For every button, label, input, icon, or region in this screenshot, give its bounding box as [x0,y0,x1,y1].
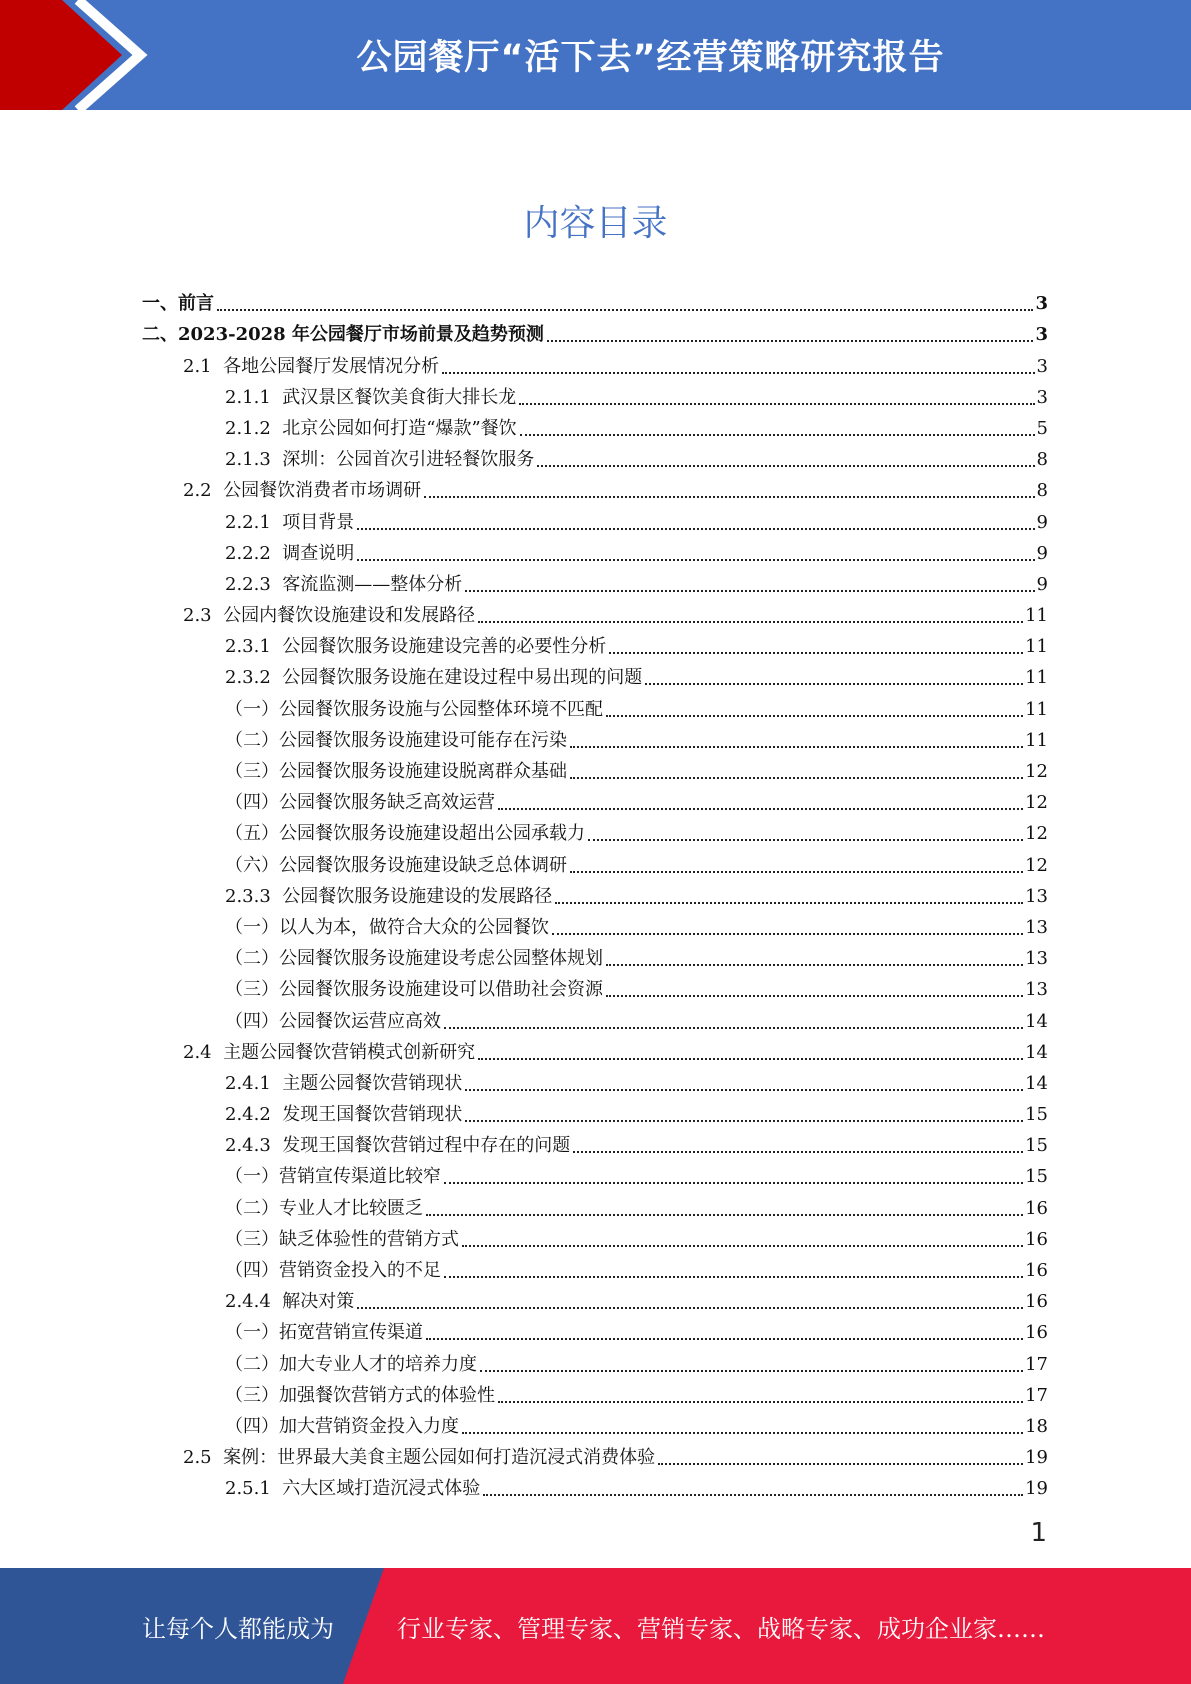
toc-entry-title: 武汉景区餐饮美食街大排长龙 [282,386,517,408]
toc-entry[interactable] [142,1252,1048,1283]
toc-entry-title: 公园餐饮服务设施建设考虑公园整体规划 [279,948,603,970]
toc-entry-page: 14 [1025,1072,1048,1094]
toc-dot-leader [537,465,1034,467]
toc-entry-title: 营销宣传渠道比较窄 [279,1166,441,1188]
toc-entry-number: （二） [225,948,279,970]
toc-heading: 内容目录 [523,203,668,244]
toc-dot-leader [444,1027,1023,1029]
toc-entry-number: （五） [225,823,279,845]
toc-dot-leader [426,1214,1023,1216]
toc-entry[interactable] [142,1127,1048,1158]
toc-entry-number: 2.4.3 [225,1135,283,1157]
toc-entry-page: 19 [1025,1447,1048,1469]
toc-entry[interactable] [142,1065,1048,1096]
toc-entry-page: 16 [1025,1260,1048,1281]
toc-dot-leader [444,1276,1023,1278]
toc-entry[interactable] [142,316,1048,347]
toc-entry-number: 2.2 [183,480,224,502]
toc-entry[interactable] [142,1314,1048,1345]
toc-entry-number: （一） [225,1322,279,1344]
toc-entry-number: （四） [225,1260,279,1281]
toc-entry-title: 主题公园餐饮营销现状 [282,1072,463,1094]
toc-entry-page: 11 [1025,636,1048,658]
toc-dot-leader [570,777,1023,779]
toc-entry-title: 各地公园餐厅发展情况分析 [223,355,440,377]
toc-entry-page: 5 [1036,417,1048,439]
toc-entry[interactable] [142,940,1048,971]
toc-entry-number: 2.2.3 [225,573,283,595]
toc-entry-number: 2.3 [183,605,224,627]
toc-entry[interactable] [142,690,1048,721]
toc-entry-page: 13 [1025,979,1048,1001]
toc-entry-title: 案例：世界最大美食主题公园如何打造沉浸式消费体验 [223,1447,656,1469]
toc-dot-leader [609,652,1023,654]
toc-dot-leader [645,683,1023,685]
toc-dot-leader [478,1058,1023,1060]
toc-entry-page: 3 [1035,293,1048,315]
toc-entry-page: 8 [1036,480,1048,502]
toc-entry-number: 2.1.1 [225,386,283,408]
toc-entry-number: 2.5 [183,1447,224,1469]
toc-entry-title: 专业人才比较匮乏 [279,1197,423,1219]
toc-entry-title: 发现王国餐饮营销过程中存在的问题 [282,1135,571,1157]
toc-entry-page: 14 [1025,1010,1048,1032]
toc-entry[interactable] [142,597,1048,628]
toc-entry-title: 公园餐饮服务设施建设的发展路径 [282,885,553,907]
toc-entry-number: 2.4.4 [225,1291,283,1313]
toc-entry-number: 2.5.1 [225,1478,283,1500]
toc-entry-page: 9 [1036,542,1048,564]
toc-entry-title: 公园餐饮服务设施在建设过程中易出现的问题 [282,667,643,689]
toc-entry[interactable] [142,1345,1048,1376]
toc-entry-number: 2.4 [183,1041,224,1063]
toc-dot-leader [547,340,1034,342]
toc-entry[interactable] [142,566,1048,597]
toc-entry[interactable] [142,722,1048,753]
toc-entry-page: 12 [1025,854,1048,876]
toc-entry-number: （一） [225,698,279,720]
toc-entry-title: 加大营销资金投入力度 [279,1415,459,1437]
header-arrow-decoration [0,0,160,110]
toc-dot-leader [552,933,1023,935]
toc-entry-title: 公园餐饮服务设施建设缺乏总体调研 [279,854,567,876]
toc-entry-title: 公园餐饮消费者市场调研 [223,480,422,502]
toc-entry-page: 14 [1025,1041,1048,1063]
toc-entry-title: 前言 [178,293,214,315]
toc-entry[interactable] [142,1408,1048,1439]
toc-entry[interactable] [142,347,1048,378]
toc-entry[interactable] [142,628,1048,659]
toc-entry-number: 一、 [142,293,178,315]
toc-dot-leader [462,1432,1023,1434]
toc-dot-leader [555,902,1023,904]
toc-entry-page: 19 [1025,1478,1048,1500]
toc-dot-leader [357,528,1034,530]
toc-dot-leader [426,1338,1023,1340]
toc-entry-title: 拓宽营销宣传渠道 [279,1322,423,1344]
toc-entry-number: （四） [225,792,279,814]
toc-entry-title: 主题公园餐饮营销模式创新研究 [223,1041,476,1063]
toc-entry[interactable] [142,441,1048,472]
toc-dot-leader [424,496,1034,498]
toc-dot-leader [570,871,1023,873]
toc-entry-number: （三） [225,761,279,782]
toc-entry[interactable] [142,1470,1048,1501]
toc-entry-title: 公园餐饮服务设施建设完善的必要性分析 [282,636,607,658]
toc-entry[interactable] [142,285,1048,316]
toc-entry-title: 六大区域打造沉浸式体验 [282,1478,481,1500]
toc-entry-title: 深圳：公园首次引进轻餐饮服务 [282,449,535,471]
toc-entry-number: （一） [225,1166,279,1188]
toc-entry-page: 3 [1036,386,1048,408]
toc-entry-page: 11 [1025,667,1048,689]
toc-dot-leader [465,1120,1023,1122]
toc-dot-leader [658,1463,1023,1465]
toc-entry-title: 客流监测——整体分析 [282,573,463,595]
toc-entry-title: 解决对策 [282,1291,355,1313]
toc-entry-title: 发现王国餐饮营销现状 [282,1104,463,1126]
toc-entry-page: 11 [1025,729,1048,751]
toc-dot-leader [606,995,1023,997]
toc-entry-number: 2.3.1 [225,636,283,658]
footer-slogan-left: 让每个人都能成为 [142,1614,334,1643]
toc-entry-title: 北京公园如何打造“爆款”餐饮 [282,417,517,439]
toc-entry[interactable] [142,659,1048,690]
toc-entry-title: 加大专业人才的培养力度 [279,1353,477,1375]
toc-entry[interactable] [142,1377,1048,1408]
toc-dot-leader [498,808,1023,810]
toc-entry-number: 2.3.2 [225,667,283,689]
toc-entry-title: 公园餐饮服务设施建设超出公园承载力 [279,823,585,845]
toc-entry[interactable] [142,878,1048,909]
toc-entry-title: 加强餐饮营销方式的体验性 [279,1384,495,1406]
toc-entry[interactable] [142,1158,1048,1189]
toc-dot-leader [217,309,1033,311]
toc-entry-number: （三） [225,1228,279,1250]
page-number: 1 [1030,1518,1047,1548]
toc-entry-page: 13 [1025,885,1048,907]
toc-entry-page: 16 [1025,1322,1048,1344]
toc-entry[interactable] [142,753,1048,784]
toc-entry-number: 2.2.2 [225,542,283,564]
toc-entry[interactable] [142,1439,1048,1470]
toc-entry-number: （二） [225,729,279,751]
toc-entry-number: （三） [225,1384,279,1406]
toc-entry[interactable] [142,535,1048,566]
report-title: 公园餐厅“活下去”经营策略研究报告 [356,38,945,78]
footer-banner [0,1568,1191,1684]
toc-dot-leader [442,372,1034,374]
toc-dot-leader [573,1151,1023,1153]
toc-entry-number: 2.1 [183,355,224,377]
toc-entry-number: 二、 [142,324,178,346]
toc-entry-number: 2.1.3 [225,449,283,471]
toc-dot-leader [465,1089,1023,1091]
toc-entry-title: 公园餐饮服务设施建设可以借助社会资源 [279,979,603,1001]
toc-entry-page: 13 [1025,948,1048,970]
toc-entry-page: 17 [1025,1384,1048,1406]
toc-dot-leader [606,715,1023,717]
toc-entry-page: 16 [1025,1197,1048,1219]
toc-entry-number: （一） [225,916,279,938]
toc-entry[interactable] [142,846,1048,877]
header-banner [0,0,1191,110]
toc-entry-title: 公园餐饮运营应高效 [279,1010,441,1032]
toc-entry-number: 2.3.3 [225,885,283,907]
toc-dot-leader [462,1245,1023,1247]
toc-entry[interactable] [142,1221,1048,1252]
toc-entry-page: 11 [1025,605,1048,627]
toc-dot-leader [357,559,1034,561]
toc-entry-title: 公园餐饮服务设施建设可能存在污染 [279,729,567,751]
toc-entry-title: 2023-2028 年公园餐厅市场前景及趋势预测 [178,324,544,346]
toc-entry-number: （二） [225,1353,279,1375]
toc-entry-page: 16 [1025,1291,1048,1313]
toc-dot-leader [520,434,1035,436]
toc-entry[interactable] [142,971,1048,1002]
toc-dot-leader [519,403,1034,405]
toc-entry-number: （四） [225,1010,279,1032]
toc-dot-leader [478,621,1023,623]
toc-entry-number: （二） [225,1197,279,1219]
toc-entry-title: 公园餐饮服务设施与公园整体环境不匹配 [279,698,603,720]
toc-dot-leader [498,1401,1023,1403]
toc-entry-page: 15 [1025,1104,1048,1126]
toc-entry-page: 9 [1036,573,1048,595]
toc-entry-title: 营销资金投入的不足 [279,1260,441,1281]
toc-entry-page: 3 [1035,324,1048,346]
toc-entry-number: 2.4.2 [225,1104,283,1126]
toc-entry-page: 11 [1025,698,1048,720]
toc-dot-leader [465,590,1034,592]
toc-entry-title: 项目背景 [282,511,355,533]
toc-entry-number: （三） [225,979,279,1001]
toc-entry-number: 2.1.2 [225,417,283,439]
toc-entry-page: 15 [1025,1166,1048,1188]
toc-dot-leader [480,1370,1023,1372]
toc-entry-page: 12 [1025,792,1048,814]
toc-entry-title: 公园餐饮服务设施建设脱离群众基础 [279,761,567,782]
toc-entry[interactable] [142,1189,1048,1220]
toc-entry[interactable] [142,815,1048,846]
toc-dot-leader [444,1182,1023,1184]
toc-entry[interactable] [142,1096,1048,1127]
toc-entry-page: 3 [1036,355,1048,377]
footer-slogan-right: 行业专家、管理专家、营销专家、战略专家、成功企业家…… [397,1614,1045,1643]
toc-entry-number: 2.4.1 [225,1072,283,1094]
toc-entry-page: 13 [1025,916,1048,938]
toc-entry-title: 公园餐饮服务缺乏高效运营 [279,792,495,814]
toc-dot-leader [606,964,1023,966]
toc-dot-leader [483,1494,1023,1496]
toc-entry[interactable] [142,784,1048,815]
table-of-contents [142,285,1048,1501]
toc-entry-page: 18 [1025,1415,1048,1437]
toc-dot-leader [357,1307,1023,1309]
toc-entry-page: 12 [1025,823,1048,845]
toc-entry[interactable] [142,909,1048,940]
toc-entry-number: 2.2.1 [225,511,283,533]
toc-entry[interactable] [142,1034,1048,1065]
toc-entry[interactable] [142,1002,1048,1033]
toc-entry-page: 17 [1025,1353,1048,1375]
toc-entry-page: 12 [1025,761,1048,782]
toc-entry-page: 15 [1025,1135,1048,1157]
toc-dot-leader [570,746,1023,748]
toc-entry-title: 调查说明 [282,542,355,564]
toc-entry[interactable] [142,472,1048,503]
toc-entry-page: 8 [1036,449,1048,471]
toc-entry[interactable] [142,503,1048,534]
toc-entry-number: （四） [225,1415,279,1437]
toc-entry[interactable] [142,410,1048,441]
toc-entry-title: 缺乏体验性的营销方式 [279,1228,459,1250]
toc-entry[interactable] [142,1283,1048,1314]
toc-entry[interactable] [142,379,1048,410]
toc-entry-title: 公园内餐饮设施建设和发展路径 [223,605,476,627]
toc-entry-page: 16 [1025,1228,1048,1250]
toc-entry-number: （六） [225,854,279,876]
toc-entry-title: 以人为本，做符合大众的公园餐饮 [279,916,549,938]
toc-dot-leader [588,839,1023,841]
toc-entry-page: 9 [1036,511,1048,533]
